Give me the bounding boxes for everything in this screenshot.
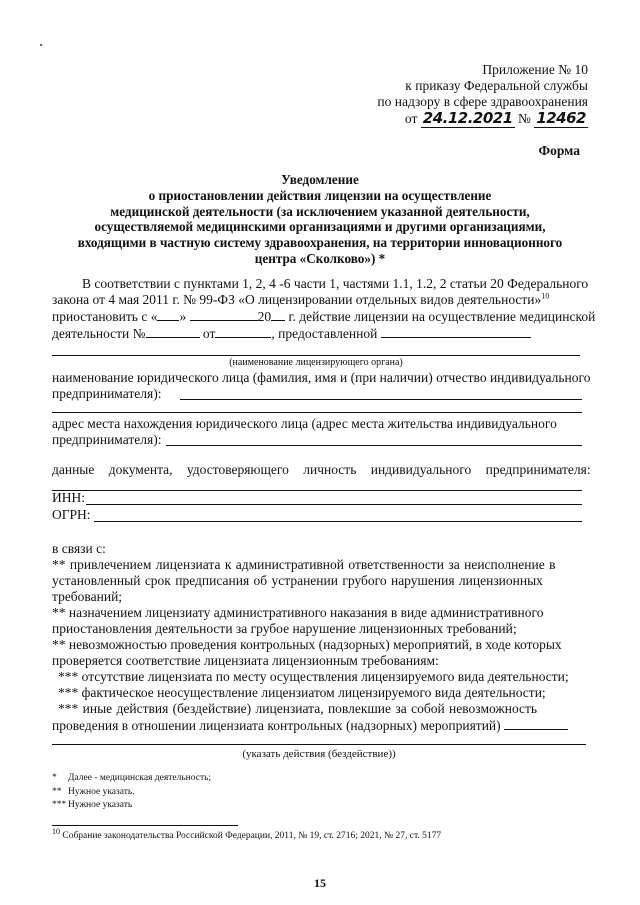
org-name-extra-blank[interactable] — [52, 412, 582, 413]
intro-line-3 — [52, 308, 596, 325]
org-name-block — [52, 370, 591, 402]
ogrn-blank[interactable] — [94, 521, 582, 522]
address-label: предпринимателя): — [52, 432, 162, 447]
note-3-mark: *** — [52, 800, 67, 810]
note-2 — [52, 786, 135, 799]
granted-label: , предоставленной — [271, 326, 378, 341]
number-prefix: № — [518, 111, 531, 126]
id-document-block — [52, 462, 591, 478]
footnote-ref: 10 — [541, 291, 550, 301]
reason-2-line-2: приостановления деятельности за грубое нарушение лицензионных требований; — [52, 621, 517, 636]
suspend-from-label: приостановить с « — [52, 309, 158, 324]
scan-speck — [40, 44, 42, 46]
sub-reason-2: *** фактическое неосуществление лицензиатом лицензируемого вида деятельности; — [58, 685, 546, 700]
appendix-header — [228, 62, 588, 127]
license-action-text: г. действие лицензии на осуществление медицинской — [288, 309, 596, 324]
actions-line[interactable] — [52, 744, 586, 745]
reason-1-line-1: ** привлечением лицензиата к административной ответственности за неисполнение в — [52, 557, 556, 572]
inn-blank[interactable] — [86, 504, 582, 505]
reason-1-line-2: установленный срок предписания об устранении грубого нарушения лицензионных — [52, 573, 543, 588]
appendix-date-line — [228, 110, 588, 127]
intro-line-2 — [52, 292, 586, 308]
intro-line-2-text: закона от 4 мая 2011 г. № 99-ФЗ «О лицензировании отдельных видов деятельности» — [52, 292, 542, 307]
intro-line-4 — [52, 325, 586, 342]
reason-3-line-1: ** невозможностью проведения контрольных (надзорных) мероприятий, в ходе которых — [52, 637, 562, 652]
date-handwritten: 24.12.2021 — [422, 109, 513, 127]
reasons-block — [52, 541, 586, 734]
quote-close: » — [179, 309, 187, 324]
month-blank[interactable] — [190, 308, 258, 321]
licensing-body-line[interactable] — [52, 355, 580, 356]
reason-3-line-2: проверяется соответствие лицензиата лицензионным требованиям: — [52, 653, 439, 668]
document-title — [50, 172, 590, 267]
intro-line-1: В соответствии с пунктами 1, 2, 4 -6 части 1, частями 1.1, 1.2, 2 статьи 20 Федерального — [82, 276, 589, 291]
license-number-blank[interactable] — [146, 325, 200, 338]
note-3 — [52, 799, 132, 812]
sub-reason-3-text: проведения в отношении лицензиата контрольных (надзорных) мероприятий) — [52, 718, 501, 733]
footnote-10 — [52, 826, 442, 843]
other-actions-blank[interactable] — [504, 717, 568, 730]
appendix-line-3: по надзору в сфере здравоохранения — [377, 94, 588, 109]
note-1-text: Далее - медицинская деятельность; — [68, 773, 212, 783]
license-date-blank[interactable] — [215, 325, 271, 338]
note-1 — [52, 772, 211, 785]
form-label: Форма — [538, 143, 580, 158]
activity-number-label: деятельности № — [52, 326, 146, 341]
title-line-6: центра «Сколково») * — [254, 250, 386, 266]
year-prefix: 20 — [257, 309, 272, 324]
sub-reason-3-line-1: *** иные действия (бездействие) лицензиата, повлекшие за собой невозможность — [58, 701, 538, 716]
org-name-blank[interactable] — [180, 399, 582, 400]
note-3-text: Нужное указать — [68, 800, 133, 810]
year-blank[interactable] — [271, 308, 285, 321]
note-2-text: Нужное указать. — [68, 787, 135, 797]
sub-reason-3-line-2 — [52, 717, 586, 734]
id-document-blank[interactable] — [52, 490, 582, 491]
actions-caption: (указать действия (бездействие)) — [242, 748, 396, 760]
address-line-1: адрес места нахождения юридического лица (адрес места жительства индивидуального — [52, 416, 557, 431]
date-prefix: от — [404, 111, 418, 126]
title-line-5: входящими в частную систему здравоохранения, на территории инновационного — [77, 235, 563, 251]
intro-paragraph — [52, 276, 596, 342]
footnote-10-text: Собрание законодательства Российской Федерации, 2011, № 19, ст. 2716; 2021, № 27, ст. 5177 — [62, 831, 442, 841]
org-name-label: предпринимателя): — [52, 386, 162, 401]
footnote-10-ref: 10 — [52, 826, 60, 836]
address-block — [52, 416, 586, 448]
inn-label: ИНН: — [52, 490, 85, 505]
title-line-1: Уведомление — [281, 172, 359, 187]
address-blank[interactable] — [166, 445, 582, 446]
number-handwritten: 12462 — [536, 109, 586, 127]
granted-by-blank[interactable] — [381, 325, 531, 338]
title-line-4: осуществляемой медицинскими организациями и другими организациями, — [94, 219, 546, 235]
day-blank[interactable] — [157, 308, 179, 321]
note-1-mark: * — [52, 773, 57, 783]
footnote-separator — [52, 825, 238, 826]
appendix-line-2: к приказу Федеральной службы — [405, 78, 588, 93]
id-document-label: данные документа, удостоверяющего личность индивидуального предпринимателя: — [52, 462, 591, 477]
licensing-body-caption: (наименование лицензирующего органа) — [229, 357, 403, 368]
page-number: 15 — [314, 876, 326, 890]
title-line-3: медицинской деятельности (за исключением указанной деятельности, — [110, 203, 530, 219]
org-name-line-1: наименование юридического лица (фамилия, имя и (при наличии) отчество индивидуального — [52, 370, 591, 385]
reasons-intro: в связи с: — [52, 541, 106, 556]
note-2-mark: ** — [52, 787, 62, 797]
ogrn-label: ОГРН: — [52, 507, 91, 522]
sub-reason-1: *** отсутствие лицензиата по месту осуществления лицензируемого вида деятельности; — [58, 669, 569, 684]
appendix-line-1: Приложение № 10 — [482, 62, 588, 77]
reason-2-line-1: ** назначением лицензиату административного наказания в виде административного — [52, 605, 544, 620]
title-line-2: о приостановлении действия лицензии на осуществление — [148, 187, 492, 203]
from-label: от — [202, 326, 216, 341]
reason-1-line-3: требований; — [52, 589, 123, 604]
